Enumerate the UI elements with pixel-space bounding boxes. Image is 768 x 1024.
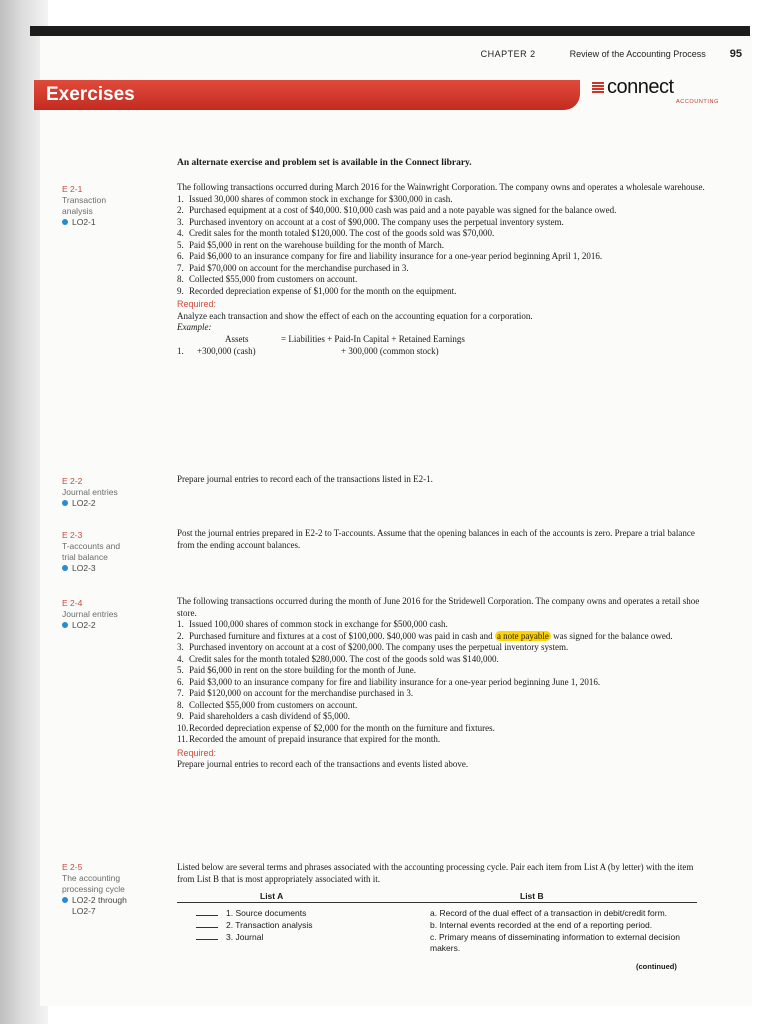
- equation-rest: = Liabilities + Paid-In Capital + Retained Earnings: [281, 333, 465, 344]
- list-b-item: c. Primary means of disseminating information to external decision makers.: [430, 932, 680, 953]
- learning-objective: [62, 620, 162, 631]
- exercises-banner: [34, 80, 580, 110]
- learning-objective-label: LO2-3: [72, 563, 96, 573]
- chapter-label: CHAPTER 2: [480, 49, 536, 59]
- transaction-item: 9. Paid shareholders a cash dividend of $5,000.: [177, 711, 350, 721]
- connect-notice: An alternate exercise and problem set is available in the Connect library.: [177, 158, 472, 168]
- item-number: 8.: [177, 699, 184, 710]
- required-label: Required:: [177, 747, 217, 758]
- transaction-item: 8. Collected $55,000 from customers on account.: [177, 699, 358, 710]
- chapter-title: Review of the Accounting Process: [569, 49, 706, 59]
- transaction-item: 10. Recorded depreciation expense of $2,000 for the month on the furniture and fixtures.: [177, 722, 495, 733]
- bullet-dot-icon: [62, 565, 68, 571]
- list-a-item: 3. Journal: [196, 932, 263, 942]
- learning-objective-label: LO2-1: [72, 217, 96, 227]
- list-a-heading: List A: [260, 891, 284, 901]
- exercise-code: E 2-4: [62, 598, 83, 608]
- learning-objective: [62, 498, 162, 509]
- exercise-intro: The following transactions occurred during March 2016 for the Wainwright Corporation. The company owns and operates a wholesale warehouse.: [177, 182, 705, 192]
- item-number: 7.: [177, 688, 184, 698]
- item-number: 3.: [177, 642, 184, 652]
- transaction-item: 4. Credit sales for the month totaled $120,000. The cost of the goods sold was $70,000.: [177, 228, 495, 238]
- running-head: [481, 48, 742, 60]
- transaction-item: 5. Paid $5,000 in rent on the warehouse building for the month of March.: [177, 239, 444, 250]
- transaction-item: 6. Paid $6,000 to an insurance company for fire and liability insurance for a one-year period beginning April 1, 2016.: [177, 251, 603, 261]
- exercise-topic: The accounting: [62, 873, 121, 883]
- item-number: 1.: [177, 193, 184, 204]
- connect-logo-icon: [592, 82, 604, 94]
- learning-objective-label: LO2-2: [72, 498, 96, 508]
- list-a-item: 2. Transaction analysis: [196, 920, 312, 930]
- exercise-e2-3: [177, 528, 707, 551]
- equation-stock: + 300,000 (common stock): [341, 345, 439, 356]
- list-b-item: b. Internal events recorded at the end of a reporting period.: [430, 920, 653, 930]
- continued-label: (continued): [636, 962, 677, 971]
- learning-objective-cont: LO2-7: [72, 906, 96, 916]
- exercise-intro: The following transactions occurred during the month of June 2016 for the Stridewell Corporation. The company owns and operates a retail shoe store.: [177, 596, 700, 618]
- bullet-dot-icon: [62, 219, 68, 225]
- item-number: 4.: [177, 228, 184, 238]
- transaction-item: 4. Credit sales for the month totaled $280,000. The cost of the goods sold was $140,000.: [177, 653, 499, 664]
- highlighted-text: a note payable: [496, 630, 549, 641]
- exercise-intro: Listed below are several terms and phrases associated with the accounting processing cycle. Pair each item from List A (by letter) with the item from List B that is most appropriately associated with it.: [177, 862, 694, 884]
- list-a-item: 1. Source documents: [196, 908, 306, 918]
- list-b-heading: List B: [520, 891, 544, 901]
- side-e2-5: [62, 862, 162, 917]
- side-e2-4: [62, 598, 162, 631]
- transaction-item: 2. Purchased equipment at a cost of $40,000. $10,000 cash was paid and a note payable was signed for the balance owed.: [177, 205, 617, 215]
- side-e2-2: [62, 476, 162, 509]
- connect-logo-sub: ACCOUNTING: [676, 99, 719, 105]
- bullet-dot-icon: [62, 622, 68, 628]
- exercise-topic: Transaction: [62, 195, 107, 205]
- equation-example-row: [177, 346, 707, 358]
- exercise-code: E 2-3: [62, 530, 83, 540]
- connect-logo-word: connect: [607, 76, 674, 98]
- exercise-e2-5: [177, 862, 707, 885]
- item-number: 11.: [177, 734, 188, 744]
- transaction-item: 7. Paid $70,000 on account for the merchandise purchased in 3.: [177, 262, 409, 273]
- exercise-topic: T-accounts and: [62, 541, 121, 551]
- list-divider: [177, 902, 697, 903]
- item-number: 9.: [177, 285, 184, 296]
- exercise-topic: Journal entries: [62, 487, 118, 497]
- transaction-item: 11. Recorded the amount of prepaid insurance that expired for the month.: [177, 734, 441, 744]
- item-number: 2.: [177, 205, 184, 215]
- bullet-dot-icon: [62, 500, 68, 506]
- required-text: Analyze each transaction and show the effect of each on the accounting equation for a corporation.: [177, 310, 533, 321]
- item-number: 4.: [177, 653, 184, 664]
- item-number: 2.: [177, 630, 184, 641]
- exercise-topic: processing cycle: [62, 884, 125, 894]
- required-text: Prepare journal entries to record each of the transactions and events listed above.: [177, 759, 469, 769]
- exercise-code: E 2-5: [62, 862, 83, 872]
- transaction-item: 3. Purchased inventory on account at a cost of $200,000. The company uses the perpetual inventory system.: [177, 642, 569, 652]
- side-e2-3: [62, 530, 162, 574]
- connect-logo: [592, 76, 719, 105]
- transaction-item: 2. Purchased furniture and fixtures at a cost of $100,000. $40,000 was paid in cash and a note payable was signed for the balance owed.: [177, 630, 673, 641]
- exercise-code: E 2-2: [62, 476, 83, 486]
- exercise-code: E 2-1: [62, 184, 83, 194]
- learning-objective: [62, 217, 162, 228]
- exercise-text: Post the journal entries prepared in E2-2 to T-accounts. Assume that the opening balances in each of the accounts is zero. Prepare a trial balance from the ending account balances.: [177, 528, 695, 550]
- exercise-topic: analysis: [62, 206, 93, 216]
- list-b-item: a. Record of the dual effect of a transaction in debit/credit form.: [430, 908, 668, 918]
- transaction-list: [177, 194, 707, 298]
- equation-cash: +300,000 (cash): [197, 345, 256, 356]
- item-number: 5.: [177, 665, 184, 675]
- required-label: Required:: [177, 299, 217, 309]
- learning-objective-label: LO2-2: [72, 620, 96, 630]
- equation-number: 1.: [177, 345, 184, 356]
- item-number: 1.: [177, 619, 184, 629]
- equation-assets: Assets: [225, 333, 249, 344]
- example-label: Example:: [177, 322, 212, 332]
- item-number: 7.: [177, 262, 184, 273]
- learning-objective: [62, 563, 162, 574]
- item-number: 6.: [177, 251, 184, 261]
- transaction-item: 8. Collected $55,000 from customers on account.: [177, 274, 358, 284]
- learning-objective: [62, 895, 162, 906]
- equation-header: [177, 334, 707, 346]
- item-number: 6.: [177, 676, 184, 687]
- answer-blank[interactable]: [196, 927, 218, 928]
- exercise-e2-2: [177, 474, 707, 486]
- item-number: 3.: [177, 216, 184, 227]
- exercise-e2-4: [177, 596, 707, 771]
- transaction-item: 1. Issued 100,000 shares of common stock in exchange for $500,000 cash.: [177, 619, 448, 629]
- item-number: 9.: [177, 711, 184, 721]
- banner-title: Exercises: [46, 84, 135, 105]
- side-e2-1: [62, 184, 162, 228]
- transaction-item: 1. Issued 30,000 shares of common stock in exchange for $300,000 in cash.: [177, 193, 453, 204]
- item-number: 5.: [177, 239, 184, 250]
- transaction-item: 5. Paid $6,000 in rent on the store building for the month of June.: [177, 665, 416, 675]
- exercise-e2-1: [177, 182, 707, 358]
- bullet-dot-icon: [62, 897, 68, 903]
- item-number: 8.: [177, 274, 184, 284]
- transaction-item: 6. Paid $3,000 to an insurance company for fire and liability insurance for a one-year period beginning June 1, 2016.: [177, 676, 601, 687]
- transaction-item: 3. Purchased inventory on account at a cost of $90,000. The company uses the perpetual inventory system.: [177, 216, 564, 227]
- answer-blank[interactable]: [196, 939, 218, 940]
- answer-blank[interactable]: [196, 915, 218, 916]
- transaction-list: [177, 619, 707, 746]
- learning-objective-label: LO2-2 through: [72, 895, 127, 905]
- exercise-topic: Journal entries: [62, 609, 118, 619]
- page-number: 95: [729, 48, 742, 60]
- scan-top-edge: [30, 26, 750, 36]
- item-number: 10.: [177, 722, 189, 733]
- transaction-item: 7. Paid $120,000 on account for the merchandise purchased in 3.: [177, 688, 414, 698]
- transaction-item: 9. Recorded depreciation expense of $1,000 for the month on the equipment.: [177, 285, 457, 296]
- exercise-text: Prepare journal entries to record each of the transactions listed in E2-1.: [177, 474, 433, 484]
- exercise-topic: trial balance: [62, 552, 108, 562]
